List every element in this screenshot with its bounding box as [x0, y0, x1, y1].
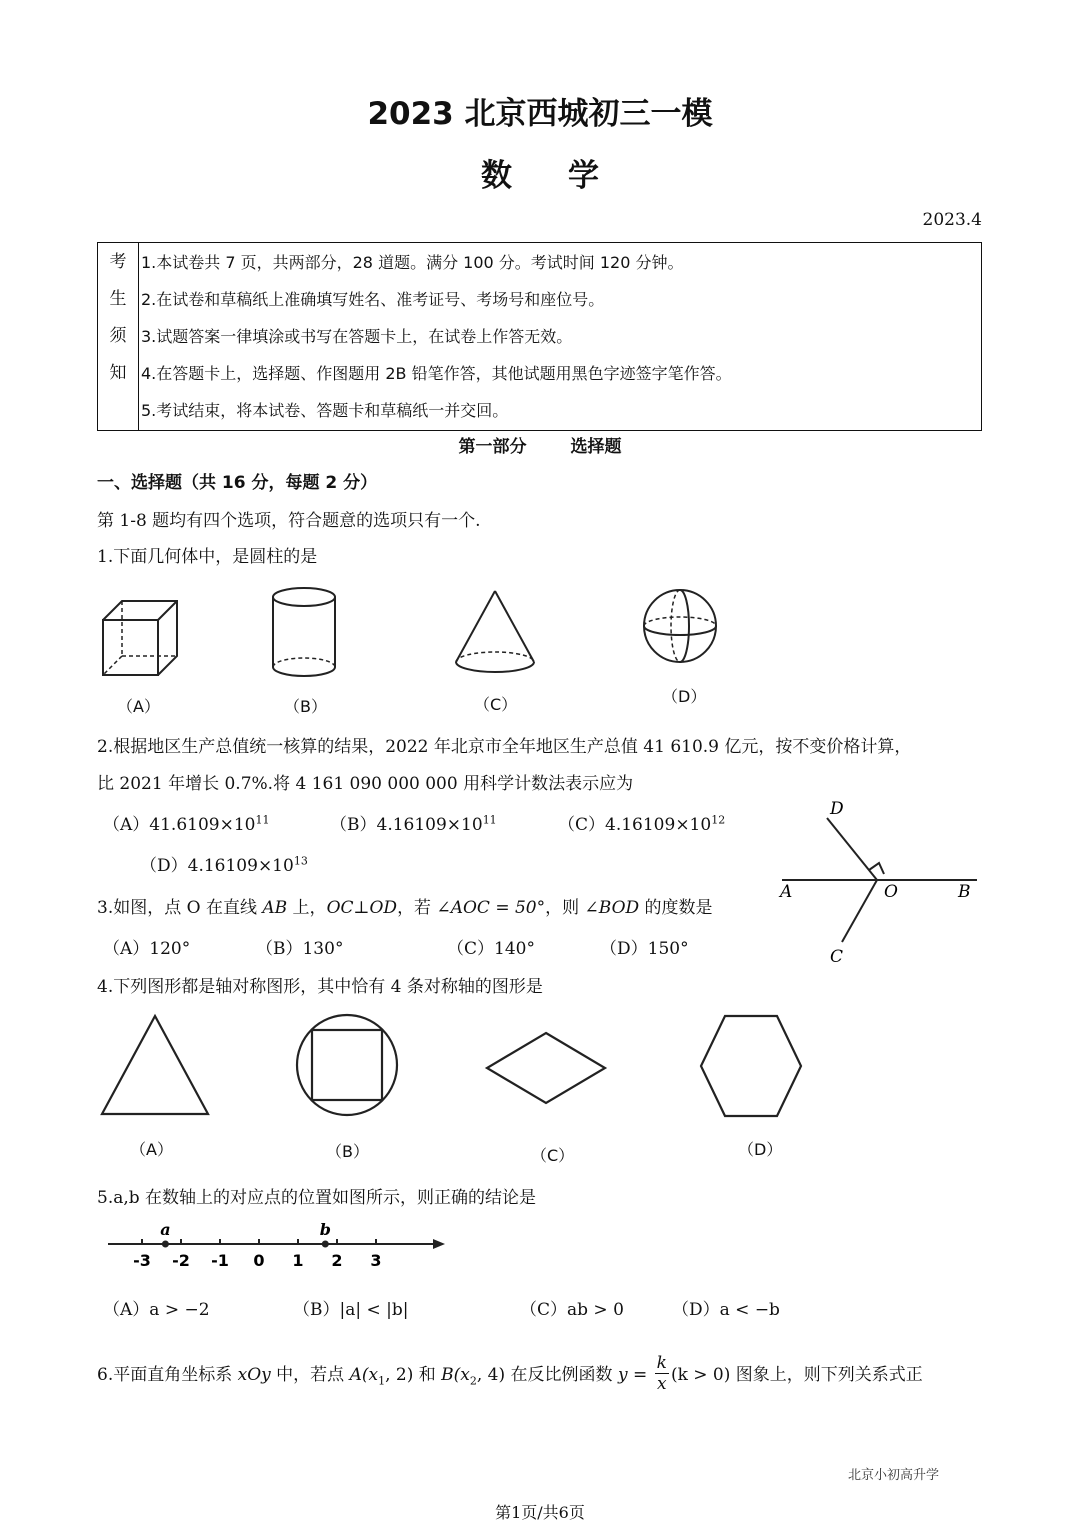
q6-stem	[97, 1355, 923, 1396]
q6-point-b-end: , 4)	[476, 1365, 506, 1385]
q6-func-y: y =	[617, 1365, 648, 1385]
q3-stem-math: ∠AOC = 50°	[436, 898, 546, 918]
q4-circle-square-figure	[294, 1012, 400, 1118]
q3-stem-math: OC⊥OD	[326, 898, 398, 918]
q6-func-den: x	[656, 1374, 667, 1394]
number-line-tick-label: -1	[211, 1251, 229, 1270]
q2-option-base: 4.16109×10	[605, 815, 712, 835]
q6-point-b-sub: 2	[469, 1374, 477, 1388]
number-line-point-label-b: b	[319, 1220, 331, 1239]
section-part: 第一部分	[458, 437, 527, 457]
notice-table	[97, 242, 982, 431]
number-line-tick-label: 3	[370, 1251, 382, 1270]
q4-rhombus-figure	[484, 1030, 608, 1106]
notice-side-label	[98, 243, 139, 431]
q6-stem-part: 在反比例函数	[505, 1365, 618, 1385]
q1-cylinder-figure	[268, 586, 340, 682]
q1-label-d: （D）	[662, 687, 707, 706]
q2-option-d	[140, 851, 308, 876]
part1-heading: 一、选择题（共 16 分，每题 2 分）	[97, 473, 378, 493]
q2-option-base: 4.16109×10	[187, 856, 294, 876]
q3-option-c: （C）140°	[447, 939, 535, 959]
q5-option-c: （C）ab > 0	[520, 1300, 624, 1320]
q1-stem: 1.下面几何体中，是圆柱的是	[97, 547, 318, 567]
exam-title: 2023 北京西城初三一模	[367, 96, 713, 132]
q6-func-cond: (k > 0)	[670, 1365, 731, 1385]
q1-label-a: （A）	[117, 697, 160, 716]
q2-option-a	[103, 810, 269, 835]
q4-label-a: （A）	[130, 1140, 173, 1159]
q3-option-d: （D）150°	[600, 939, 689, 959]
q2-stem-line2: 比 2021 年增长 0.7%.将 4 161 090 000 000 用科学计数法表示应为	[97, 774, 634, 794]
q3-stem-part: 上，	[287, 898, 327, 918]
q2-option-exp: 12	[711, 813, 726, 827]
number-line-tick-label: 1	[292, 1251, 304, 1270]
q2-option-exp: 11	[255, 813, 270, 827]
q3-stem-math: AB	[262, 898, 288, 918]
number-line-point-label-a: a	[160, 1220, 171, 1239]
q6-point-a-sub: 1	[378, 1374, 386, 1388]
notice-rules	[139, 243, 982, 431]
q2-option-label: （D）	[140, 856, 188, 876]
q1-cone-figure	[452, 588, 538, 678]
q3-option-b: （B）130°	[256, 939, 344, 959]
q5-option-b: （B）|a| < |b|	[293, 1300, 409, 1320]
notice-rule: 5.考试结束，将本试卷、答题卡和草稿纸一并交回。	[141, 401, 509, 420]
q6-stem-part: 和	[413, 1365, 442, 1385]
q2-option-label: （B）	[330, 815, 377, 835]
notice-rule: 2.在试卷和草稿纸上准确填写姓名、准考证号、考场号和座位号。	[141, 290, 605, 309]
q3-stem-part: 3.如图，点 O 在直线	[97, 898, 263, 918]
q3-stem	[97, 893, 713, 918]
q3-angle-figure	[772, 800, 982, 968]
notice-rule: 4.在答题卡上，选择题、作图题用 2B 铅笔作答，其他试题用黑色字迹签字笔作答。	[141, 364, 732, 383]
q6-stem-part: 图象上，则下列关系式正	[730, 1365, 923, 1385]
q2-option-exp: 13	[293, 854, 308, 868]
q3-stem-part: ，若	[397, 898, 437, 918]
notice-side-char: 须	[109, 326, 127, 346]
q4-label-d: （D）	[738, 1140, 783, 1159]
q6-fraction	[655, 1353, 669, 1394]
q3-stem-part: 的度数是	[639, 898, 713, 918]
q4-hexagon-figure	[698, 1012, 804, 1120]
q3-option-a: （A）120°	[103, 939, 191, 959]
q2-option-c	[558, 810, 725, 835]
q4-triangle-figure	[98, 1012, 212, 1118]
notice-rule: 3.试题答案一律填涂或书写在答题卡上，在试卷上作答无效。	[141, 327, 573, 346]
q6-stem-part: 中，若点	[270, 1365, 350, 1385]
q3-stem-math: ∠BOD	[584, 898, 640, 918]
q1-label-b: （B）	[284, 697, 327, 716]
number-line-tick-label: 2	[331, 1251, 343, 1270]
q3-label-d: D	[830, 799, 844, 819]
q2-stem-line1: 2.根据地区生产总值统一核算的结果，2022 年北京市全年地区生产总值 41 610.9 亿元，按不变价格计算，	[97, 737, 912, 757]
number-line-tick-label: -2	[172, 1251, 190, 1270]
notice-rule: 1.本试卷共 7 页，共两部分，28 道题。满分 100 分。考试时间 120 分钟。	[141, 253, 684, 272]
number-line-point-b	[322, 1241, 329, 1248]
q5-number-line	[100, 1220, 450, 1274]
q2-option-base: 41.6109×10	[149, 815, 256, 835]
notice-side-char: 知	[109, 363, 127, 383]
q3-label-b: B	[958, 882, 971, 902]
notice-side-char: 考	[109, 252, 127, 272]
number-line-tick-label: 0	[253, 1251, 265, 1270]
exam-date: 2023.4	[922, 210, 982, 230]
q2-option-label: （A）	[103, 815, 150, 835]
q2-option-base: 4.16109×10	[376, 815, 483, 835]
section-heading	[0, 432, 1080, 457]
q1-sphere-figure	[640, 586, 720, 666]
q6-point-a: A(x	[349, 1365, 379, 1385]
q1-label-c: （C）	[474, 695, 518, 714]
q4-label-b: （B）	[326, 1142, 369, 1161]
q2-option-b	[330, 810, 497, 835]
notice-side-char: 生	[109, 289, 127, 309]
q3-label-c: C	[830, 947, 844, 967]
q3-label-o: O	[884, 882, 898, 902]
q6-stem-part: 6.平面直角坐标系	[97, 1365, 238, 1385]
q6-stem-math: xOy	[237, 1365, 271, 1385]
q2-option-exp: 11	[482, 813, 497, 827]
page-number: 第1页/共6页	[495, 1503, 585, 1522]
part1-instruction: 第 1-8 题均有四个选项，符合题意的选项只有一个.	[97, 511, 481, 531]
q6-point-b: B(x	[441, 1365, 470, 1385]
q6-func-num: k	[656, 1353, 667, 1373]
q5-stem: 5.a,b 在数轴上的对应点的位置如图所示，则正确的结论是	[97, 1188, 537, 1208]
section-name: 选择题	[570, 437, 622, 457]
number-line-tick-label: -3	[133, 1251, 151, 1270]
q3-label-a: A	[780, 882, 793, 902]
q5-option-d: （D）a < −b	[672, 1300, 780, 1320]
q4-label-c: （C）	[531, 1146, 575, 1165]
q5-option-a: （A）a > −2	[103, 1300, 210, 1320]
q4-stem: 4.下列图形都是轴对称图形，其中恰有 4 条对称轴的图形是	[97, 977, 543, 997]
q3-stem-part: ，则	[545, 898, 585, 918]
q1-cube-figure	[100, 598, 180, 682]
q6-point-a-end: , 2)	[385, 1365, 414, 1385]
watermark: 北京小初高升学	[848, 1468, 940, 1483]
q2-option-label: （C）	[558, 815, 606, 835]
number-line-point-a	[162, 1241, 169, 1248]
subject-title: 数学	[481, 158, 655, 194]
